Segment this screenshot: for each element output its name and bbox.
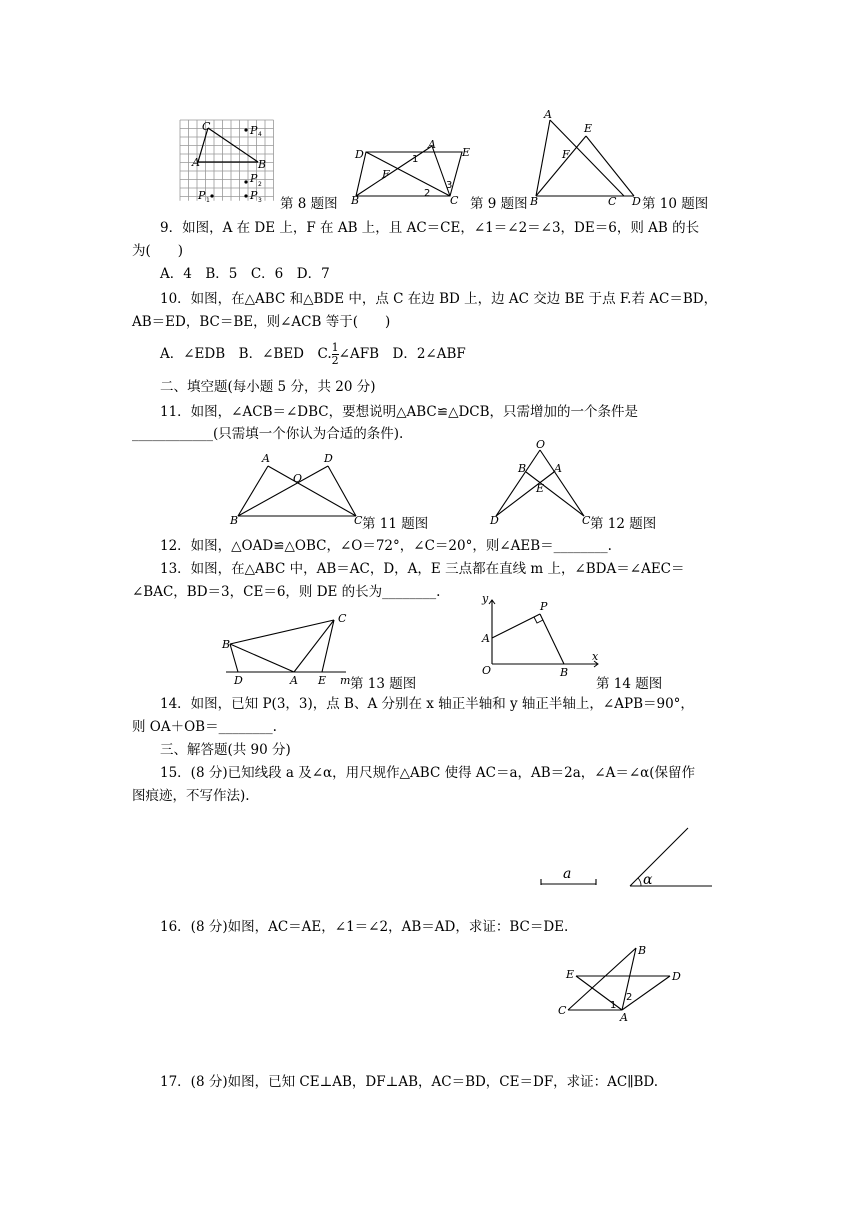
figure-10-label-f: F [562, 148, 570, 161]
figure-8-point [244, 194, 247, 197]
figure-14-diagram [478, 594, 604, 686]
question-15-text-cont: 图痕迹，不写作法). [132, 788, 250, 804]
figure-9-label-f: F [382, 168, 390, 181]
figure-13-label-b: B [222, 638, 231, 651]
figure-10-label-d: D [632, 195, 641, 208]
segment-a-label: a [563, 866, 572, 882]
question-9-options: A．4 B．5 C．6 D．7 [160, 266, 330, 282]
figure-12-label-a: A [554, 462, 562, 475]
question-11-text-cont: ____________(只需填一个你认为合适的条件). [132, 426, 404, 442]
figure-8-label-p2: P [250, 172, 258, 185]
figure-11-segment [238, 466, 268, 516]
question-13-text-cont: ∠BAC，BD＝3，CE＝6，则 DE 的长为________. [132, 584, 441, 600]
figure-9-label-c: C [450, 194, 459, 207]
figure-8-segment [198, 128, 258, 162]
question-17-text: 17．(8 分)如图，已知 CE⊥AB，DF⊥AB，AC＝BD，CE＝DF，求证：AC∥BD. [160, 1074, 659, 1090]
figure-9-segment [366, 152, 453, 196]
figure-10-label-a: A [544, 108, 552, 121]
fraction-numerator: 1 [331, 341, 339, 354]
figure-12-segment [496, 450, 540, 516]
figure-9-segment [356, 146, 432, 196]
figure-8-label-b: B [258, 158, 267, 171]
figure-9-label-e: E [462, 146, 471, 159]
question-15-text: 15．(8 分)已知线段 a 及∠α，用尺规作△ABC 使得 AC＝a，AB＝2a，∠A＝∠α(保留作 [160, 765, 696, 781]
figure-12-segment [540, 450, 584, 516]
question-9-text-cont: 为( ) [132, 243, 184, 259]
figure-14-label-a: A [482, 632, 490, 645]
figure-10-caption: 第 10 题图 [642, 196, 709, 212]
figure-11 [228, 452, 368, 526]
figure-8-diagram [178, 118, 282, 204]
section-3-heading: 三、解答题(共 90 分) [160, 742, 291, 758]
figure-12-segment [496, 472, 554, 516]
figure-12-label-c: C [582, 514, 591, 527]
angle-alpha-diagram [624, 824, 716, 890]
figure-11-segment [268, 466, 356, 516]
figure-10-diagram [528, 106, 648, 206]
figure-11-caption: 第 11 题图 [362, 516, 429, 532]
question-10-text: 10．如图，在△ABC 和△BDE 中，点 C 在边 BD 上，边 AC 交边 BE 于点 F.若 AC＝BD， [160, 291, 718, 307]
figure-14-label-o: O [482, 664, 492, 677]
figure-8-label-p1: P [198, 189, 206, 202]
figure-8-sub-4: 4 [258, 131, 262, 138]
figure-12-label-o: O [536, 438, 546, 451]
question-10-options [132, 342, 732, 367]
question-13-text: 13．如图，在△ABC 中，AB＝AC，D，A，E 三点都在直线 m 上，∠BDA＝∠AEC＝ [160, 561, 685, 577]
question-10-options-a-c: A．∠EDB B．∠BED C. [160, 346, 332, 362]
figure-11-label-d: D [324, 452, 333, 465]
figure-13-diagram [218, 608, 358, 687]
figure-9-diagram [352, 138, 474, 206]
figure-13-label-a: A [290, 674, 298, 687]
question-16-text: 16．(8 分)如图，AC＝AE，∠1＝∠2，AB＝AD，求证：BC＝DE. [160, 919, 569, 935]
question-14-text: 14．如图，已知 P(3，3)，点 B、A 分别在 x 轴正半轴和 y 轴正半轴上，∠APB＝90°， [160, 696, 694, 712]
fraction-one-half [332, 342, 339, 367]
figure-8-point [210, 194, 213, 197]
figure-16-label-a: A [620, 1011, 628, 1024]
figure-14-label-b: B [560, 666, 569, 679]
figure-14 [478, 594, 604, 686]
figure-9-label-a: A [428, 138, 436, 151]
figure-8-label-p3: P [250, 189, 258, 202]
figure-10-label-c: C [608, 195, 617, 208]
figure-8-label-a: A [192, 156, 200, 169]
question-10-text-cont: AB＝ED，BC＝BE，则∠ACB 等于( ) [132, 314, 391, 330]
figure-9-angle-1: 1 [412, 154, 419, 165]
figure-10-label-e: E [584, 122, 593, 135]
question-11-text: 11．如图，∠ACB＝∠DBC，要想说明△ABC≌△DCB，只需增加的一个条件是 [160, 404, 639, 420]
figure-10-segment [536, 136, 586, 196]
figure-8-point [244, 128, 247, 131]
figure-14-segment-pb [540, 614, 564, 664]
figure-13 [218, 608, 358, 687]
figure-8 [178, 118, 282, 204]
figure-12 [488, 440, 592, 526]
figure-8-caption: 第 8 题图 [280, 196, 338, 212]
figure-12-label-b: B [518, 462, 527, 475]
figure-16-label-b: B [638, 944, 647, 957]
figure-13-segment [230, 644, 294, 672]
figure-16-angle-2: 2 [626, 992, 633, 1003]
figure-12-caption: 第 12 题图 [590, 516, 657, 532]
figure-16-label-d: D [672, 970, 681, 983]
figure-11-label-b: B [230, 514, 239, 527]
figure-13-label-e: E [318, 674, 327, 687]
angle-alpha-label: α [643, 872, 653, 888]
figure-8-sub-3: 3 [258, 197, 262, 204]
figure-10-label-b: B [530, 195, 539, 208]
figure-11-diagram [228, 452, 368, 526]
figure-8-sub-2: 2 [258, 181, 262, 188]
figure-13-label-d: D [234, 674, 243, 687]
figure-8-label-c: C [202, 120, 211, 133]
question-14-text-cont: 则 OA＋OB＝________. [132, 719, 277, 735]
figure-12-label-d: D [490, 514, 499, 527]
figure-16-angle-1: 1 [610, 1000, 617, 1011]
figure-14-label-x: x [592, 650, 599, 663]
figure-16-label-e: E [566, 968, 575, 981]
figure-9-caption: 第 9 题图 [470, 196, 528, 212]
fraction-denominator: 2 [331, 354, 339, 367]
figure-11-label-c: C [354, 514, 363, 527]
figure-15-angle-alpha [624, 824, 716, 890]
angle-alpha-arc [638, 878, 641, 886]
figure-14-caption: 第 14 题图 [596, 676, 663, 692]
segment-a-diagram [538, 862, 600, 890]
figure-12-label-e: E [536, 482, 545, 495]
figure-14-label-p: P [540, 600, 548, 613]
figure-9 [352, 138, 474, 206]
figure-13-caption: 第 13 题图 [350, 676, 417, 692]
figure-9-label-d: D [355, 148, 364, 161]
figure-11-label-a: A [262, 452, 270, 465]
figure-13-segment [230, 644, 238, 672]
figure-8-label-p4: P [250, 124, 258, 137]
section-2-heading: 二、填空题(每小题 5 分，共 20 分) [160, 379, 376, 395]
figure-10-segment [586, 136, 634, 196]
figure-16-label-c: C [558, 1004, 567, 1017]
figure-10-segment [536, 120, 550, 196]
figure-15-segment-a [538, 862, 600, 890]
figure-12-diagram [488, 440, 592, 526]
figure-14-segment-pa [492, 614, 540, 638]
figure-11-label-o: O [293, 472, 303, 485]
figure-11-segment [238, 466, 328, 516]
figure-14-label-y: y [482, 592, 489, 605]
figure-16 [554, 942, 690, 1022]
figure-13-label-c: C [338, 612, 347, 625]
figure-16-diagram [554, 942, 690, 1022]
figure-8-sub-1: 1 [206, 197, 210, 204]
figure-9-angle-2: 2 [424, 188, 431, 199]
figure-9-label-b: B [351, 194, 360, 207]
question-10-options-rest: ∠AFB D．2∠ABF [338, 346, 466, 362]
figure-12-segment [526, 472, 584, 516]
figure-8-point [244, 180, 247, 183]
angle-alpha-ray-oblique [630, 828, 688, 886]
figure-9-angle-3: 3 [446, 180, 453, 191]
question-9-text: 9．如图，A 在 DE 上，F 在 AB 上，且 AC＝CE，∠1＝∠2＝∠3，DE＝6，则 AB 的长 [160, 220, 700, 236]
question-12-text: 12．如图，△OAD≌△OBC，∠O＝72°，∠C＝20°，则∠AEB＝________. [160, 538, 612, 554]
figure-10 [528, 106, 648, 206]
figure-13-label-m: m [340, 674, 351, 687]
